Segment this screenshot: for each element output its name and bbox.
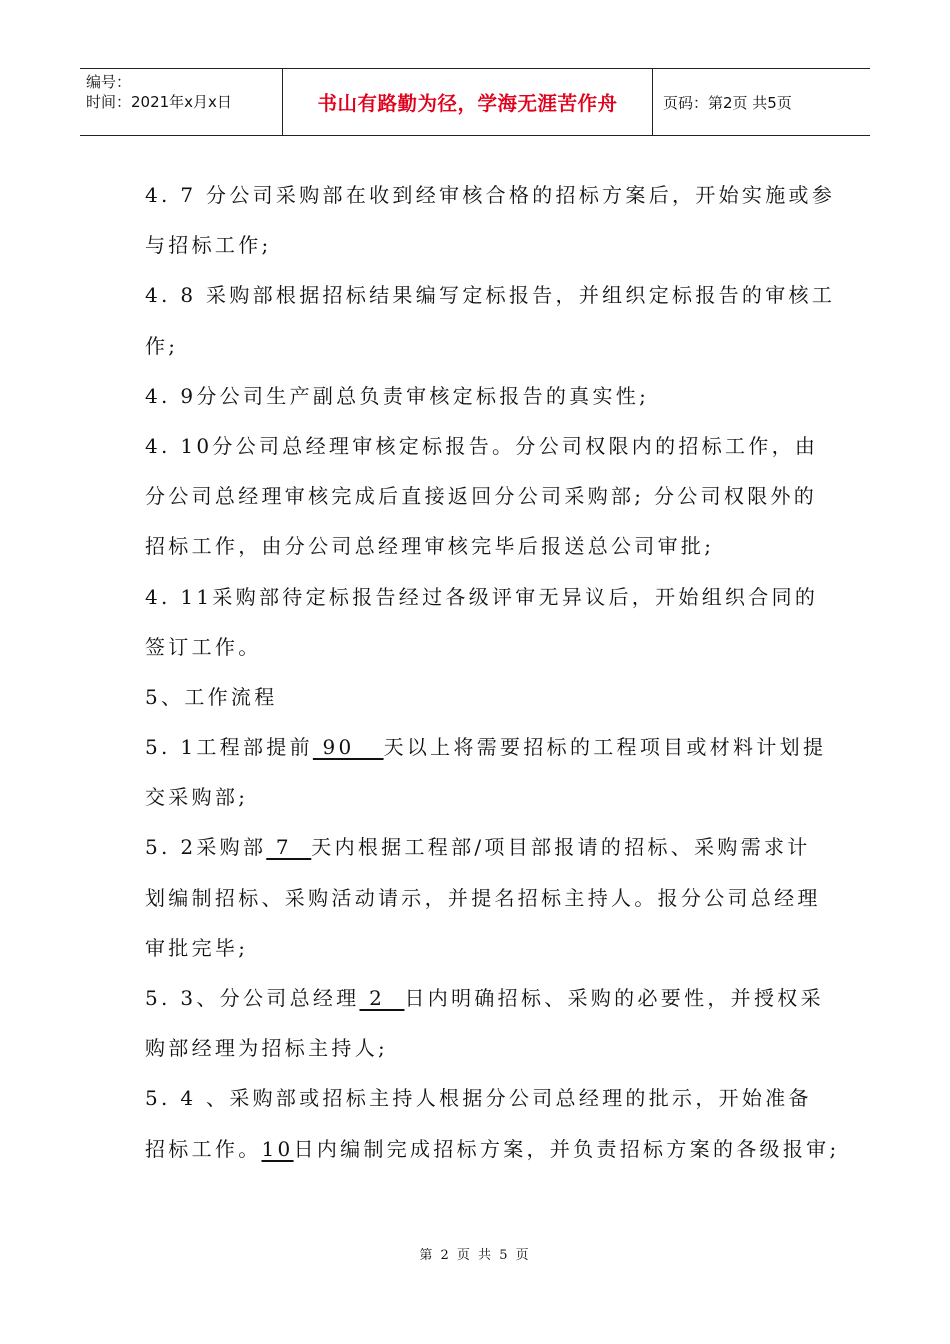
underlined-blank-days: 7 xyxy=(266,835,312,860)
header-page-info: 页码：第2页 共5页 xyxy=(663,93,792,112)
body-line xyxy=(145,1124,840,1174)
underlined-blank-days: 90 xyxy=(312,735,384,760)
body-line: 4. 9分公司生产副总负责审核定标报告的真实性; xyxy=(145,383,650,408)
page-footer: 第 2 页 共 5 页 xyxy=(419,1248,531,1263)
body-line: 4. 11采购部待定标报告经过各级评审无异议后，开始组织合同的 xyxy=(145,584,819,609)
body-line xyxy=(145,822,815,872)
body-line: 交采购部; xyxy=(145,785,249,810)
body-line: 与招标工作; xyxy=(145,233,272,258)
line-text: 5. 1工程部提前 xyxy=(145,735,313,760)
body-line: 分公司总经理审核完成后直接返回分公司采购部; 分公司权限外的 xyxy=(145,484,818,509)
body-line: 4. 7 分公司采购部在收到经审核合格的招标方案后，开始实施或参 xyxy=(145,183,836,207)
body-line: 招标工作，由分公司总经理审核完毕后报送总公司审批; xyxy=(145,534,715,559)
header-motto: 书山有路勤为径，学海无涯苦作舟 xyxy=(317,92,618,115)
line-text: 天内根据工程部/项目部报请的招标、采购需求计 xyxy=(311,835,811,860)
body-line: 作; xyxy=(145,333,179,358)
header-page-cell xyxy=(653,69,870,135)
line-text: 日内明确招标、采购的必要性，并授权采 xyxy=(404,986,824,1010)
document-body xyxy=(145,170,840,1174)
body-line: 审批完毕; xyxy=(145,935,249,960)
body-line: 4. 10分公司总经理审核定标报告。分公司权限内的招标工作，由 xyxy=(145,433,819,458)
document-date: 时间：2021年x月x日 xyxy=(86,93,232,111)
underlined-blank-days: 2 xyxy=(359,986,405,1010)
document-header xyxy=(80,68,870,136)
body-line: 签订工作。 xyxy=(145,634,262,659)
body-line: 购部经理为招标主持人; xyxy=(145,1036,389,1061)
line-text: 5. 3、分公司总经理 xyxy=(145,986,360,1010)
document-number-label: 编号： xyxy=(86,73,132,91)
header-motto-cell xyxy=(283,69,653,135)
line-text: 天以上将需要招标的工程项目或材料计划提 xyxy=(383,735,827,760)
body-line xyxy=(145,722,827,772)
line-text: 招标工作。 xyxy=(145,1136,262,1161)
section-heading: 5、工作流程 xyxy=(145,684,278,709)
body-line: 4. 8 采购部根据招标结果编写定标报告，并组织定标报告的审核工 xyxy=(145,283,836,308)
line-text: 日内编制完成招标方案，并负责招标方案的各级报审; xyxy=(293,1136,840,1161)
header-meta-cell xyxy=(80,69,283,135)
body-line: 5. 4 、采购部或招标主持人根据分公司总经理的批示，开始准备 xyxy=(145,1086,812,1111)
body-line xyxy=(145,973,824,1023)
underlined-blank-days: 10 xyxy=(261,1136,294,1161)
line-text: 5. 2采购部 xyxy=(145,835,267,860)
body-line: 划编制招标、采购活动请示，并提名招标主持人。报分公司总经理 xyxy=(145,885,821,910)
